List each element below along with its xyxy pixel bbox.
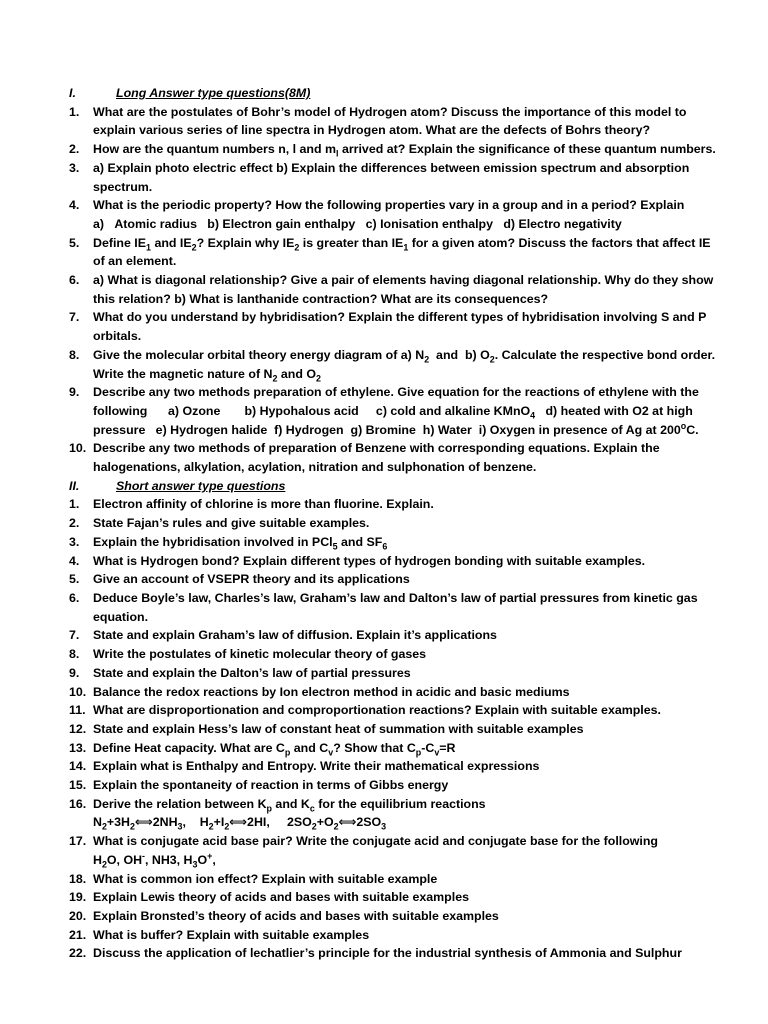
- question-item: [69, 570, 721, 589]
- question-item: [69, 271, 721, 308]
- question-number: 4.: [69, 553, 80, 568]
- section-2-numeral: II.: [69, 478, 80, 493]
- question-text: Discuss the application of lechatlier’s principle for the industrial synthesis of Ammonia and Sulphur: [93, 946, 682, 961]
- question-number: 6.: [69, 590, 80, 605]
- question-text: Electron affinity of chlorine is more than fluorine. Explain.: [93, 497, 434, 512]
- question-text: State Fajan’s rules and give suitable examples.: [93, 516, 370, 531]
- question-text: How are the quantum numbers n, l and $m_l$ arrived at? Explain the significance of these quantum numbers.: [93, 142, 716, 159]
- question-number: 2.: [69, 516, 80, 531]
- long-answer-list: [69, 103, 721, 477]
- question-number: 11.: [69, 703, 86, 718]
- question-item: [69, 683, 721, 702]
- question-item: [69, 645, 721, 664]
- question-text: Give the molecular orbital theory energy diagram of a) $N_2$ and b) $O_2$. Calculate the respective bond order. Write the magnetic nature of $N_2$ and $O_2$: [93, 347, 716, 384]
- question-number: 13.: [69, 740, 87, 755]
- question-number: 1.: [69, 497, 80, 512]
- question-number: 6.: [69, 273, 80, 288]
- question-item: [69, 888, 721, 907]
- question-item: [69, 346, 721, 383]
- question-text: Explain the spontaneity of reaction in terms of Gibbs energy: [93, 778, 449, 793]
- question-text: What are disproportionation and comproportionation reactions? Explain with suitable examples.: [93, 703, 661, 718]
- question-number: 8.: [69, 647, 80, 662]
- question-item: [69, 720, 721, 739]
- question-text: Balance the redox reactions by Ion electron method in acidic and basic mediums: [93, 684, 570, 699]
- question-item: [69, 140, 721, 159]
- question-number: 10.: [69, 441, 87, 456]
- question-text: Explain Lewis theory of acids and bases with suitable examples: [93, 890, 469, 905]
- question-item: [69, 103, 721, 140]
- question-item: [69, 870, 721, 889]
- question-item: [69, 664, 721, 683]
- question-item: [69, 795, 721, 814]
- section-2-title: Short answer type questions: [116, 478, 286, 493]
- question-item: [69, 589, 721, 626]
- question-text: Describe any two methods preparation of ethylene. Give equation for the reactions of ethylene with the following a) Ozone b) Hypohalous acid c) cold and alkaline KMnO$_4$ d) heated with O2 at high pressure e) Hydrogen halide f) Hydrogen g) Bromine h) Water i) Oxygen in presence of Ag at 200$^o$C.: [93, 385, 699, 437]
- question-subline: $H_2O$, OH-, NH3, $H_3O^+$,: [93, 850, 216, 870]
- question-number: 5.: [69, 235, 80, 250]
- question-text: Explain the hybridisation involved in PCl$_5$ and $SF_6$: [93, 534, 388, 552]
- question-text: What are the postulates of Bohr’s model of Hydrogen atom? Discuss the importance of this model to explain various series of line spectra in Hydrogen atom. What are the defects of Bohrs theory?: [93, 104, 687, 138]
- question-item: [69, 383, 721, 439]
- question-item: [69, 495, 721, 514]
- question-item: [69, 308, 721, 345]
- question-text: Define Heat capacity. What are $C_p$ and $C_v$? Show that $C_p-C_v=R$: [93, 740, 456, 758]
- short-answer-list: [69, 495, 721, 963]
- question-number: 19.: [69, 890, 87, 905]
- question-text: What is common ion effect? Explain with suitable example: [93, 871, 438, 886]
- question-number: 5.: [69, 572, 80, 587]
- question-sheet: [69, 84, 721, 963]
- question-text: Describe any two methods of preparation of Benzene with corresponding equations. Explain the halogenations, alkylation, acylation, nitration and sulphonation of benzene.: [93, 441, 660, 475]
- question-text: State and explain Graham’s law of diffusion. Explain it’s applications: [93, 628, 497, 643]
- question-item: [69, 196, 721, 215]
- question-number: 16.: [69, 796, 87, 811]
- question-number: 12.: [69, 721, 87, 736]
- question-text: Explain Bronsted’s theory of acids and bases with suitable examples: [93, 908, 499, 923]
- question-item: [69, 552, 721, 571]
- question-number: 9.: [69, 665, 80, 680]
- question-number: 3.: [69, 160, 80, 175]
- question-item: [69, 926, 721, 945]
- question-text: What do you understand by hybridisation? Explain the different types of hybridisation involving S and P orbitals.: [93, 310, 707, 344]
- question-text: Write the postulates of kinetic molecular theory of gases: [93, 647, 427, 662]
- question-text: Give an account of VSEPR theory and its applications: [93, 572, 410, 587]
- question-number: 21.: [69, 927, 87, 942]
- question-item: [69, 944, 721, 963]
- question-subline: $N_2+3H_2⟺2NH_3$, $H_2+I_2⟺2HI$, $2SO_2+O_2⟺2SO_3$: [93, 815, 387, 832]
- question-text: a) Explain photo electric effect b) Explain the differences between emission spectrum and absorption spectrum.: [93, 160, 690, 194]
- question-text: What is conjugate acid base pair? Write the conjugate acid and conjugate base for the following: [93, 834, 659, 849]
- question-item: [69, 439, 721, 476]
- section-1-numeral: I.: [69, 86, 76, 100]
- question-number: 22.: [69, 946, 87, 961]
- question-number: 1.: [69, 104, 80, 119]
- question-number: 17.: [69, 834, 87, 849]
- question-text: Define $IE_1$ and $IE_2$? Explain why $IE_2$ is greater than $IE_1$ for a given atom? Discuss the factors that affect IE of an element.: [93, 235, 711, 269]
- question-number: 7.: [69, 628, 80, 643]
- question-text: What is Hydrogen bond? Explain different types of hydrogen bonding with suitable examples.: [93, 553, 646, 568]
- question-number: 15.: [69, 778, 87, 793]
- question-item: [69, 533, 721, 552]
- question-item: [69, 159, 721, 196]
- question-text: What is the periodic property? How the following properties vary in a group and in a period? Explain: [93, 198, 685, 213]
- question-item: [69, 234, 721, 271]
- question-text: Deduce Boyle’s law, Charles’s law, Graham’s law and Dalton’s law of partial pressures from kinetic gas equation.: [93, 590, 698, 624]
- question-text: What is buffer? Explain with suitable examples: [93, 927, 370, 942]
- section-1-title: Long Answer type questions(8M): [116, 86, 311, 100]
- question-item: [69, 832, 721, 851]
- question-text: State and explain Hess’s law of constant heat of summation with suitable examples: [93, 721, 584, 736]
- question-number: 14.: [69, 759, 87, 774]
- question-text: Explain what is Enthalpy and Entropy. Write their mathematical expressions: [93, 759, 540, 774]
- question-subline: a) Atomic radius b) Electron gain enthalpy c) Ionisation enthalpy d) Electro negativity: [93, 216, 622, 231]
- question-item: [69, 907, 721, 926]
- question-number: 4.: [69, 198, 80, 213]
- question-number: 9.: [69, 385, 80, 400]
- question-number: 7.: [69, 310, 80, 325]
- question-item: [69, 776, 721, 795]
- question-number: 2.: [69, 142, 80, 157]
- section-1-heading: [69, 84, 721, 103]
- question-text: Derive the relation between $K_p$ and $K_c$ for the equilibrium reactions: [93, 796, 486, 814]
- question-item: [69, 701, 721, 720]
- section-2-heading: [69, 477, 721, 496]
- question-text: a) What is diagonal relationship? Give a pair of elements having diagonal relationship. Why do they show this relation? b) What is lanthanide contraction? What are its consequences?: [93, 273, 714, 306]
- question-number: 10.: [69, 684, 87, 699]
- question-item: [69, 757, 721, 776]
- question-number: 8.: [69, 347, 80, 362]
- question-text: State and explain the Dalton’s law of partial pressures: [93, 665, 411, 680]
- question-number: 18.: [69, 871, 87, 886]
- question-number: 20.: [69, 908, 87, 923]
- question-item: [69, 514, 721, 533]
- question-number: 3.: [69, 534, 80, 549]
- question-item: [69, 739, 721, 758]
- question-item: [69, 626, 721, 645]
